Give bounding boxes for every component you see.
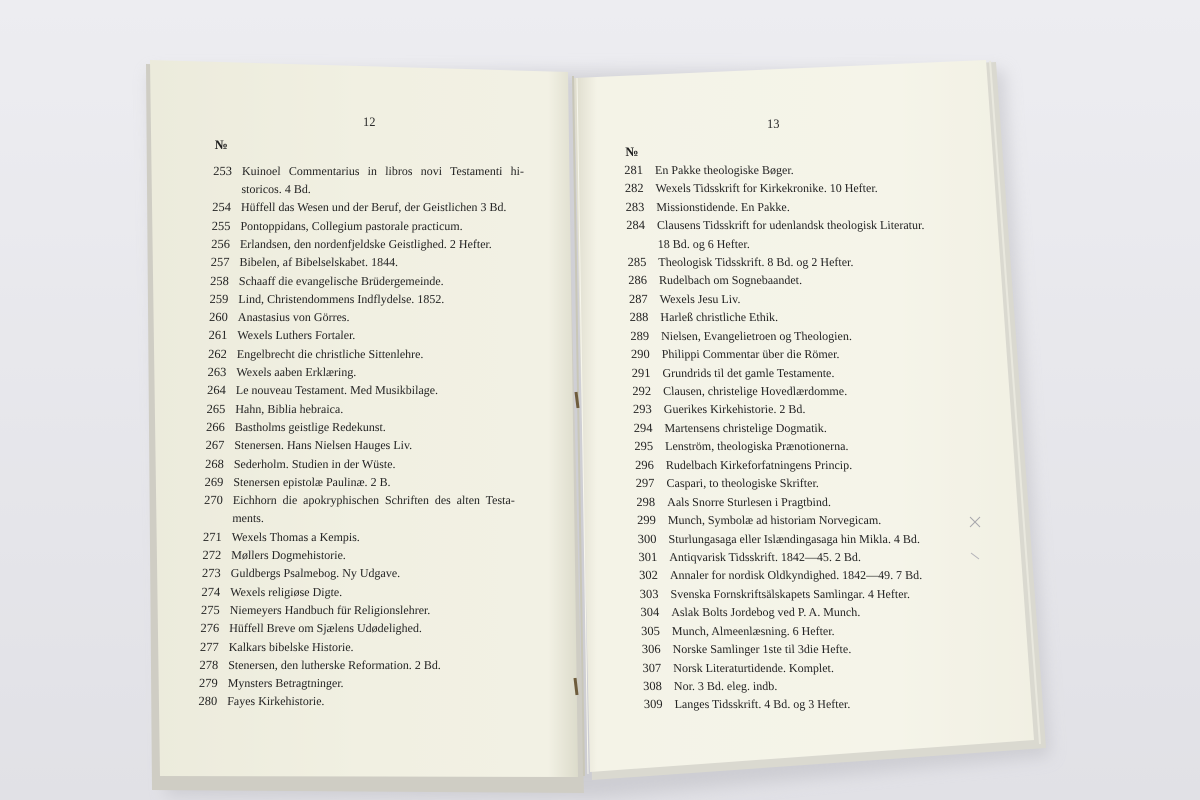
entry-line xyxy=(612,216,925,234)
entry-line xyxy=(187,583,513,601)
catalog-entry xyxy=(622,493,935,511)
entry-number: 286 xyxy=(628,273,648,288)
catalog-entry xyxy=(629,677,942,695)
entry-number: 267 xyxy=(205,438,225,453)
catalog-entry xyxy=(621,474,934,492)
catalog-entry xyxy=(188,546,514,564)
catalog-entry xyxy=(623,530,936,548)
entry-line xyxy=(194,326,520,344)
catalog-entry xyxy=(185,638,511,656)
number-column-header: № xyxy=(214,137,229,152)
entry-number xyxy=(198,180,232,198)
entry-line xyxy=(197,235,523,253)
entry-line xyxy=(199,162,525,180)
entry-number: 277 xyxy=(199,639,219,654)
catalog-entry xyxy=(613,253,926,271)
entry-number: 272 xyxy=(202,548,222,563)
entry-title: Wexels religiøse Digte. xyxy=(230,584,343,599)
entry-line xyxy=(613,253,926,271)
entry-number: 275 xyxy=(200,602,220,617)
entry-line xyxy=(622,493,935,511)
entry-title: Fayes Kirkehistorie. xyxy=(226,694,325,709)
entry-number: 301 xyxy=(638,549,658,564)
entry-line xyxy=(618,400,931,418)
entry-title: Langes Tidsskrift. 4 Bd. og 3 Hefter. xyxy=(674,697,851,712)
entry-number: 273 xyxy=(201,566,221,581)
entry-line xyxy=(621,474,934,492)
catalog-entry xyxy=(610,161,923,179)
catalog-entry xyxy=(612,216,926,253)
entry-title: Munch, Almeenlæsning. 6 Hefter. xyxy=(671,623,835,638)
entry-title: Engelbrecht die christliche Sittenlehre. xyxy=(236,346,424,361)
catalog-entry xyxy=(189,528,515,546)
entry-number xyxy=(189,509,223,527)
catalog-entry xyxy=(194,345,520,363)
entry-number: 306 xyxy=(641,642,661,657)
entry-title: Schaaff die evangelische Brüdergemeinde. xyxy=(238,273,444,288)
entry-line xyxy=(195,308,521,326)
entry-number: 288 xyxy=(629,310,649,325)
catalog-entry xyxy=(192,418,518,436)
catalog-entry xyxy=(627,640,940,658)
entry-title: Erlandsen, den nordenfjeldske Geistlighed. 2 Hefter. xyxy=(239,236,493,251)
entry-line xyxy=(195,290,521,308)
entry-title: Hahn, Biblia hebraica. xyxy=(235,401,344,416)
entry-line xyxy=(189,528,515,546)
entry-title: Lind, Christendommens Indflydelse. 1852. xyxy=(238,291,445,306)
entry-number: 282 xyxy=(624,181,644,196)
entry-title: Sturlungasaga eller Islændingasaga hin Mikla. 4 Bd. xyxy=(668,531,921,546)
entry-line xyxy=(610,179,923,197)
entry-title: Pontoppidans, Collegium pastorale practicum. xyxy=(240,218,463,233)
entry-title: Grundrids til det gamle Testamente. xyxy=(662,365,835,380)
catalog-entry xyxy=(629,695,942,713)
entry-number: 257 xyxy=(210,255,230,270)
entry-line xyxy=(185,656,511,674)
entry-title: Munch, Symbolæ ad historiam Norvegicam. xyxy=(667,513,882,528)
entry-line xyxy=(619,419,932,437)
entry-number: 293 xyxy=(632,402,653,417)
catalog-entry xyxy=(195,308,521,326)
entry-line xyxy=(192,418,518,436)
entry-title: Niemeyers Handbuch für Religionslehrer. xyxy=(229,602,431,617)
entry-line xyxy=(616,327,929,345)
catalog-entry xyxy=(619,419,932,437)
catalog-entry xyxy=(198,198,524,216)
entry-line xyxy=(614,290,927,308)
entry-line xyxy=(190,491,516,509)
entry-number: 259 xyxy=(209,291,229,306)
entry-line xyxy=(191,455,517,473)
entry-line xyxy=(185,638,511,656)
entry-title: Nor. 3 Bd. eleg. indb. xyxy=(673,679,778,694)
entry-title: Eichhorn die apokryphischen Schriften des alten Testa- xyxy=(232,493,515,508)
catalog-entry xyxy=(197,235,523,253)
entry-number: 264 xyxy=(206,383,227,398)
catalog-entry xyxy=(620,437,933,455)
entry-title: Caspari, to theologiske Skrifter. xyxy=(666,476,820,491)
entry-number: 283 xyxy=(625,199,645,214)
catalog-entry xyxy=(628,659,941,677)
entry-line xyxy=(190,473,516,491)
entry-title: Stenersen. Hans Nielsen Hauges Liv. xyxy=(234,438,413,453)
entry-title: Hüffell das Wesen und der Beruf, der Geistlichen 3 Bd. xyxy=(240,200,507,215)
entry-continuation-line xyxy=(198,180,524,198)
entry-number: 295 xyxy=(634,439,654,454)
entry-title: Mynsters Betragtninger. xyxy=(227,676,344,691)
entry-line xyxy=(198,198,524,216)
catalog-entry xyxy=(622,511,935,529)
catalog-entry xyxy=(187,583,513,601)
entry-title: Rudelbach Kirkeforfatningens Princip. xyxy=(665,457,853,472)
binding-thread xyxy=(575,678,577,695)
entry-title: Wexels Luthers Fortaler. xyxy=(237,328,356,343)
entry-number: 296 xyxy=(634,457,655,472)
entry-number: 276 xyxy=(200,621,220,636)
left-page-catalog xyxy=(184,135,525,711)
entry-number: 307 xyxy=(642,660,662,675)
entry-number: 266 xyxy=(205,419,226,434)
entry-title: Svenska Fornskriftsälskapets Samlingar. 4 Hefter. xyxy=(670,586,911,601)
entry-title: Kuinoel Commentarius in libros novi Testamenti hi- xyxy=(241,163,525,178)
entry-title: Theologisk Tidsskrift. 8 Bd. og 2 Hefter. xyxy=(658,254,854,269)
catalog-entry xyxy=(625,566,938,584)
catalog-entry xyxy=(614,290,927,308)
catalog-entry xyxy=(190,473,516,491)
entry-title: storicos. 4 Bd. xyxy=(241,182,312,197)
entry-number: 268 xyxy=(204,456,225,471)
entry-number: 274 xyxy=(201,584,221,599)
entry-title: Wexels Thomas a Kempis. xyxy=(231,529,361,544)
entry-line xyxy=(186,601,512,619)
entry-number: 298 xyxy=(636,494,656,509)
entry-title: ments. xyxy=(232,511,265,526)
entry-line xyxy=(197,217,523,235)
entry-number: 285 xyxy=(627,254,647,269)
catalog-entry xyxy=(196,272,522,290)
entry-line xyxy=(617,364,930,382)
right-page-number: 13 xyxy=(767,117,780,131)
entry-line xyxy=(625,566,938,584)
catalog-entry xyxy=(194,326,520,344)
entry-number: 305 xyxy=(640,623,661,638)
entry-title: Aslak Bolts Jordebog ved P. A. Munch. xyxy=(670,605,861,620)
entry-title: Annaler for nordisk Oldkyndighed. 1842—49. 7 Bd. xyxy=(669,568,923,583)
entry-number: 256 xyxy=(211,236,231,251)
entry-number: 289 xyxy=(630,328,650,343)
entry-title: Norsk Literaturtidende. Komplet. xyxy=(672,660,835,675)
entry-title: Antiqvarisk Tidsskrift. 1842—45. 2 Bd. xyxy=(668,549,862,564)
left-page-number: 12 xyxy=(363,115,376,129)
entry-line xyxy=(624,548,937,566)
catalog-entry xyxy=(192,400,518,418)
catalog-entry xyxy=(196,253,522,271)
entry-line xyxy=(627,622,940,640)
catalog-entry xyxy=(195,290,521,308)
entry-line xyxy=(616,345,929,363)
entry-line xyxy=(614,271,927,289)
entry-continuation-line xyxy=(612,235,925,253)
entry-number: 294 xyxy=(633,420,653,435)
entry-line xyxy=(628,659,941,677)
entry-line xyxy=(610,161,923,179)
entry-number: 302 xyxy=(638,568,659,583)
catalog-entry-list xyxy=(184,162,524,711)
entry-line xyxy=(184,692,510,710)
entry-title: Sederholm. Studien in der Wüste. xyxy=(233,456,396,471)
entry-title: 18 Bd. og 6 Hefter. xyxy=(657,236,750,251)
catalog-entry xyxy=(191,455,517,473)
right-page-catalog xyxy=(609,143,942,714)
entry-title: Stenersen epistolæ Paulinæ. 2 B. xyxy=(233,474,391,489)
catalog-entry xyxy=(184,674,510,692)
entry-number: 261 xyxy=(208,328,228,343)
catalog-entry xyxy=(626,603,939,621)
entry-title: Guerikes Kirkehistorie. 2 Bd. xyxy=(663,402,806,417)
catalog-entry xyxy=(624,548,937,566)
entry-number: 265 xyxy=(206,401,226,416)
entry-line xyxy=(196,272,522,290)
entry-title: Hüffell Breve om Sjælens Udødelighed. xyxy=(229,621,423,636)
entry-number: 284 xyxy=(626,218,646,233)
entry-line xyxy=(186,619,512,637)
entry-number: 287 xyxy=(628,291,648,306)
entry-title: Martensens christelige Dogmatik. xyxy=(664,420,828,435)
catalog-entry xyxy=(620,456,933,474)
entry-number: 304 xyxy=(640,605,660,620)
entry-number: 280 xyxy=(198,694,218,709)
entry-title: Missionstidende. En Pakke. xyxy=(656,199,790,214)
catalog-entry xyxy=(618,382,931,400)
catalog-entry xyxy=(618,400,931,418)
catalog-entry xyxy=(191,436,517,454)
entry-title: Wexels Tidsskrift for Kirkekronike. 10 Hefter. xyxy=(655,181,878,196)
entry-number: 299 xyxy=(636,513,657,528)
catalog-entry xyxy=(616,327,929,345)
catalog-entry xyxy=(627,622,940,640)
entry-number: 297 xyxy=(635,476,655,491)
entry-continuation-line xyxy=(189,509,515,527)
catalog-entry xyxy=(625,585,938,603)
entry-line xyxy=(623,530,936,548)
catalog-entry xyxy=(198,162,524,199)
catalog-entry xyxy=(611,198,924,216)
entry-line xyxy=(625,585,938,603)
entry-line xyxy=(615,308,928,326)
entry-number: 281 xyxy=(623,162,644,177)
entry-line xyxy=(191,436,517,454)
catalog-entry xyxy=(193,363,519,381)
entry-line xyxy=(193,381,519,399)
entry-number: 253 xyxy=(213,163,233,178)
entry-number: 270 xyxy=(203,493,223,508)
entry-number: 292 xyxy=(632,384,652,399)
catalog-entry xyxy=(616,345,929,363)
catalog-entry xyxy=(615,308,928,326)
entry-line xyxy=(627,640,940,658)
entry-number: 263 xyxy=(207,365,227,380)
entry-title: Lenström, theologiska Prænotionerna. xyxy=(664,439,849,454)
entry-title: Møllers Dogmehistorie. xyxy=(231,548,347,563)
entry-line xyxy=(196,253,522,271)
entry-number: 303 xyxy=(639,586,659,601)
entry-title: Stenersen, den lutherske Reformation. 2 Bd. xyxy=(228,657,442,672)
catalog-entry xyxy=(186,601,512,619)
catalog-entry xyxy=(185,656,511,674)
catalog-entry-list xyxy=(610,161,943,714)
catalog-entry xyxy=(189,491,515,528)
catalog-entry xyxy=(610,179,923,197)
catalog-entry xyxy=(187,564,513,582)
entry-number: 300 xyxy=(637,531,657,546)
entry-number: 262 xyxy=(207,346,228,361)
entry-title: Philippi Commentar über die Römer. xyxy=(661,347,840,362)
entry-title: Norske Samlinger 1ste til 3die Hefte. xyxy=(672,642,852,657)
entry-number: 255 xyxy=(211,218,231,233)
entry-line xyxy=(192,400,518,418)
catalog-entry xyxy=(197,217,523,235)
entry-number: 260 xyxy=(208,310,229,325)
entry-line xyxy=(187,564,513,582)
entry-line xyxy=(629,677,942,695)
entry-line xyxy=(620,456,933,474)
entry-number: 291 xyxy=(631,365,651,380)
entry-title: Wexels Jesu Liv. xyxy=(659,291,741,306)
catalog-entry xyxy=(184,692,510,710)
entry-title: Clausens Tidsskrift for udenlandsk theologisk Literatur. xyxy=(656,218,925,233)
entry-line xyxy=(193,363,519,381)
entry-line xyxy=(184,674,510,692)
entry-title: Le nouveau Testament. Med Musikbilage. xyxy=(235,383,439,398)
entry-line xyxy=(622,511,935,529)
entry-number: 269 xyxy=(204,474,224,489)
entry-line xyxy=(626,603,939,621)
entry-title: Kalkars bibelske Historie. xyxy=(228,639,354,654)
entry-number: 290 xyxy=(630,347,650,362)
entry-title: Bibelen, af Bibelselskabet. 1844. xyxy=(239,255,399,270)
entry-title: Wexels aaben Erklæring. xyxy=(236,365,357,380)
entry-title: Clausen, christelige Hovedlærdomme. xyxy=(662,384,848,399)
catalog-entry xyxy=(186,619,512,637)
entry-number: 271 xyxy=(202,529,222,544)
binding-thread xyxy=(576,392,578,408)
entry-line xyxy=(194,345,520,363)
entry-line xyxy=(629,695,942,713)
entry-number xyxy=(612,235,646,253)
entry-title: Aals Snorre Sturlesen i Pragtbind. xyxy=(666,494,832,509)
entry-title: En Pakke theologiske Bøger. xyxy=(654,162,794,177)
entry-line xyxy=(620,437,933,455)
entry-title: Guldbergs Psalmebog. Ny Udgave. xyxy=(230,566,401,581)
catalog-entry xyxy=(617,364,930,382)
catalog-entry xyxy=(614,271,927,289)
entry-title: Rudelbach om Sognebaandet. xyxy=(658,273,803,288)
entry-number: 258 xyxy=(209,273,230,288)
entry-title: Anastasius von Görres. xyxy=(237,310,350,325)
entry-line xyxy=(611,198,924,216)
entry-line xyxy=(618,382,931,400)
entry-number: 254 xyxy=(212,200,232,215)
entry-title: Nielsen, Evangelietroen og Theologien. xyxy=(660,328,853,343)
number-column-header: № xyxy=(625,144,639,159)
entry-number: 278 xyxy=(199,657,219,672)
entry-title: Bastholms geistlige Redekunst. xyxy=(234,419,387,434)
entry-number: 279 xyxy=(198,676,218,691)
entry-number: 308 xyxy=(642,679,663,694)
entry-number: 309 xyxy=(643,697,663,712)
catalog-entry xyxy=(193,381,519,399)
entry-title: Harleß christliche Ethik. xyxy=(660,310,779,325)
entry-line xyxy=(188,546,514,564)
